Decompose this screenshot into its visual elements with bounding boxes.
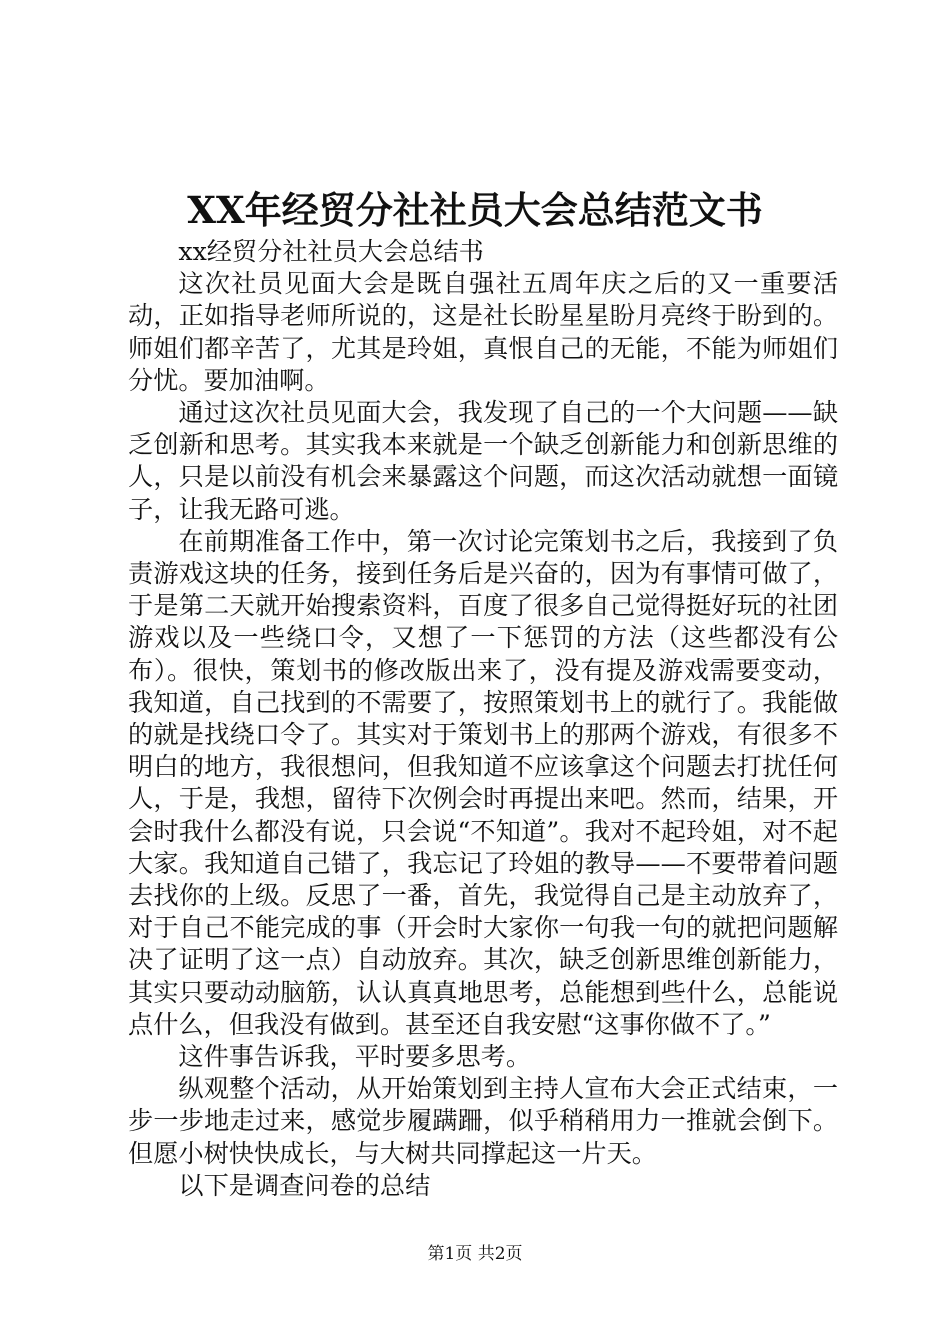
paragraph-subtitle: xx经贸分社社员大会总结书 xyxy=(178,237,484,266)
paragraph-3: 在前期准备工作中，第一次讨论完策划书之后，我接到了负责游戏这块的任务，接到任务后是兴奋的，因为有事情可做了，于是第二天就开始搜索资料，百度了很多自己觉得挺好玩的社团游戏以及一些绕口令，又想了一下惩罚的方法（这些都没有公布）。很快，策划书的修改版出来了，没有提及游戏需要变动，我知道，自己找到的不需要了，按照策划书上的就行了。我能做的就是找绕口令了。其实对于策划书上的那两个游戏，有很多不明白的地方，我很想问，但我知道不应该拿这个问题去打扰任何人，于是，我想，留待下次例会时再提出来吧。然而，结果，开会时我什么都没有说，只会说“不知道”。我对不起玲姐，对不起大家。我知道自己错了，我忘记了玲姐的教导——不要带着问题去找你的上级。反思了一番，首先，我觉得自己是主动放弃了，对于自己不能完成的事（开会时大家你一句我一句的就把问题解决了证明了这一点）自动放弃。其次，缺乏创新思维创新能力，其实只要动动脑筋，认认真真地思考，总能想到些什么，总能说点什么，但我没有做到。甚至还自我安慰“这事你做不了。” xyxy=(128,526,838,1039)
paragraph-2: 通过这次社员见面大会，我发现了自己的一个大问题——缺乏创新和思考。其实我本来就是一个缺乏创新能力和创新思维的人，只是以前没有机会来暴露这个问题，而这次活动就想一面镜子，让我无路可逃。 xyxy=(128,398,838,524)
page-number-footer: 第1页 共2页 xyxy=(427,1244,523,1264)
paragraph-4: 这件事告诉我，平时要多思考。 xyxy=(178,1042,532,1072)
document-body xyxy=(128,236,838,1202)
document-title: XX年经贸分社社员大会总结范文书 xyxy=(187,188,763,232)
paragraph-6: 以下是调查问卷的总结 xyxy=(178,1170,431,1200)
paragraph-1: 这次社员见面大会是既自强社五周年庆之后的又一重要活动，正如指导老师所说的，这是社长盼星星盼月亮终于盼到的。师姐们都辛苦了，尤其是玲姐，真恨自己的无能，不能为师姐们分忧。要加油啊。 xyxy=(128,269,838,395)
paragraph-5: 纵观整个活动，从开始策划到主持人宣布大会正式结束，一步一步地走过来，感觉步履蹒跚，似乎稍稍用力一推就会倒下。但愿小树快快成长，与大树共同撑起这一片天。 xyxy=(128,1074,838,1168)
